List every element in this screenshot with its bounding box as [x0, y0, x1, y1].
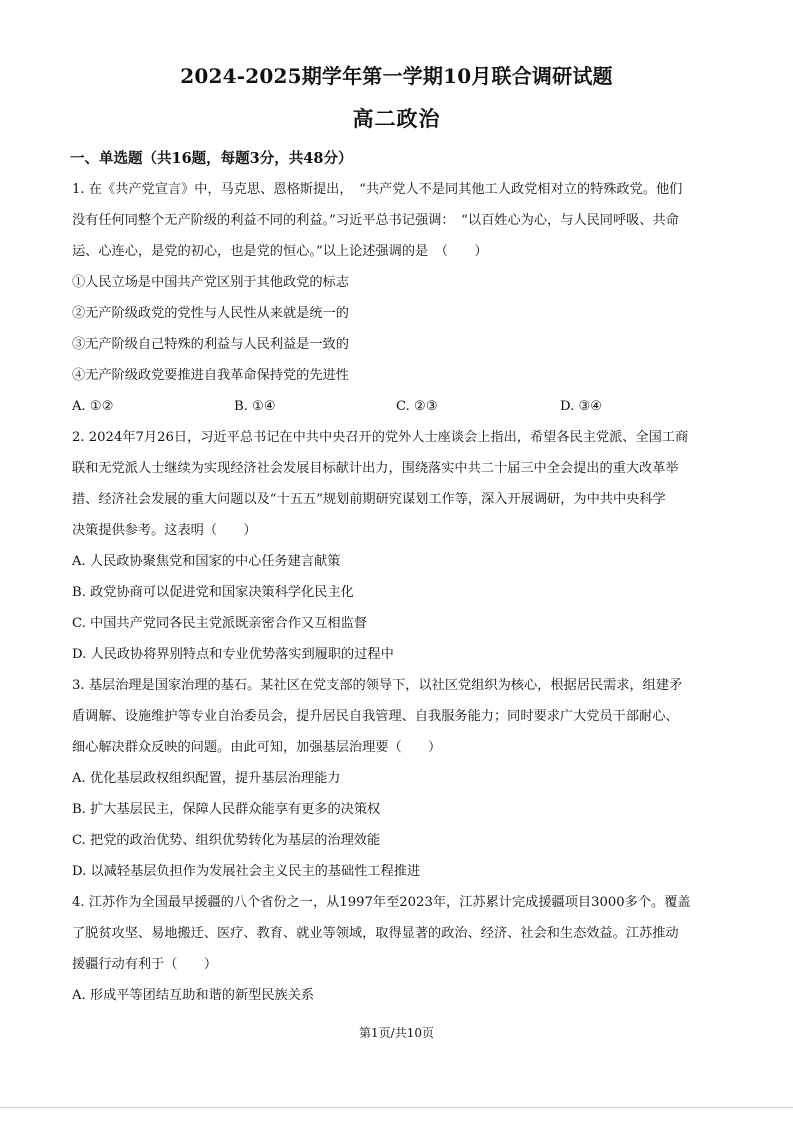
question-3-text-line: 3. 基层治理是国家治理的基石。某社区在党支部的领导下，以社区党组织为核心，根据居民需求，组建矛	[72, 678, 683, 693]
question-3-text-line: 细心解决群众反映的问题。由此可知，加强基层治理要（ ）	[72, 740, 442, 755]
page-number: 第1页/共10页	[359, 1026, 434, 1040]
question-1-statement: ④无产阶级政党要推进自我革命保持党的先进性	[72, 368, 349, 383]
question-3-option-c[interactable]: C. 把党的政治优势、组织优势转化为基层的治理效能	[72, 833, 381, 848]
question-1-text-line: 运、心连心，是党的初心，也是党的恒心。”以上论述强调的是 （ ）	[72, 244, 488, 259]
question-1-text-line: 1. 在《共产党宣言》中，马克思、恩格斯提出， “共产党人不是同其他工人政党相对立的特殊政党。他们	[72, 182, 683, 197]
question-2-text-line: 联和无党派人士继续为实现经济社会发展目标献计出力，围绕落实中共二十届三中全会提出的重大改革举	[72, 461, 679, 476]
question-4-text-line: 4. 江苏作为全国最早援疆的八个省份之一，从1997年至2023年，江苏累计完成援疆项目3000多个。覆盖	[72, 895, 691, 910]
question-1-text-line: 没有任何同整个无产阶级的利益不同的利益。”习近平总书记强调： “以百姓心为心，与人民同呼吸、共命	[72, 213, 679, 228]
question-4-text-line: 援疆行动有利于（ ）	[72, 957, 218, 972]
question-1-option-c[interactable]: C. ②③	[396, 399, 438, 414]
exam-subject: 高二政治	[352, 106, 441, 131]
question-3-option-a[interactable]: A. 优化基层政权组织配置，提升基层治理能力	[72, 771, 341, 786]
question-1-statement: ③无产阶级自己特殊的利益与人民利益是一致的	[72, 337, 349, 352]
question-3-option-d[interactable]: D. 以减轻基层负担作为发展社会主义民主的基础性工程推进	[72, 864, 421, 879]
question-4-text-line: 了脱贫攻坚、易地搬迁、医疗、教育、就业等领域，取得显著的政治、经济、社会和生态效益。江苏推动	[72, 926, 679, 941]
exam-title: 2024-2025期学年第一学期10月联合调研试题	[180, 64, 613, 88]
question-1-options	[72, 397, 726, 417]
question-3-text-line: 盾调解、设施维护等专业自治委员会，提升居民自我管理、自我服务能力；同时要求广大党员干部耐心、	[72, 709, 679, 724]
question-2-text-line: 措、经济社会发展的重大问题以及“十五五”规划前期研究谋划工作等，深入开展调研，为中共中央科学	[72, 492, 666, 507]
question-2-option-a[interactable]: A. 人民政协聚焦党和国家的中心任务建言献策	[72, 554, 341, 569]
question-1-statement: ②无产阶级政党的党性与人民性从来就是统一的	[72, 306, 349, 321]
question-3-option-b[interactable]: B. 扩大基层民主，保障人民群众能享有更多的决策权	[72, 802, 381, 817]
page-bottom-divider	[0, 1107, 793, 1108]
question-1-option-d[interactable]: D. ③④	[560, 399, 603, 414]
question-2-option-c[interactable]: C. 中国共产党同各民主党派既亲密合作又互相监督	[72, 616, 367, 631]
section-heading-single-choice: 一、单选题（共16题，每题3分，共48分）	[70, 150, 353, 167]
question-4-option-a[interactable]: A. 形成平等团结互助和谐的新型民族关系	[72, 988, 315, 1003]
question-2-option-b[interactable]: B. 政党协商可以促进党和国家决策科学化民主化	[72, 585, 354, 600]
question-2-option-d[interactable]: D. 人民政协将界别特点和专业优势落实到履职的过程中	[72, 647, 394, 662]
question-1-option-a[interactable]: A. ①②	[72, 399, 114, 414]
question-1-option-b[interactable]: B. ①④	[234, 399, 276, 414]
question-1-statement: ①人民立场是中国共产党区别于其他政党的标志	[72, 275, 349, 290]
question-2-text-line: 决策提供参考。这表明（ ）	[72, 523, 257, 538]
question-2-text-line: 2. 2024年7月26日，习近平总书记在中共中央召开的党外人士座谈会上指出，希望各民主党派、全国工商	[72, 430, 689, 445]
